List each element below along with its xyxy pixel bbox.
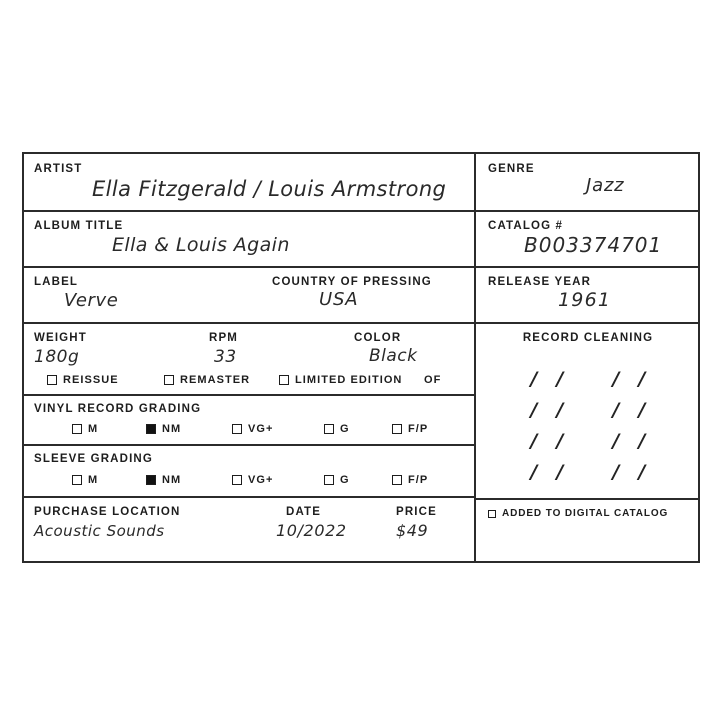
catalog-number-label: CATALOG # — [488, 220, 564, 232]
form-right-column — [476, 154, 700, 561]
vinyl-grade-nm[interactable] — [146, 423, 181, 435]
added-to-digital-catalog-label: ADDED TO DIGITAL CATALOG — [502, 508, 669, 519]
limited-edition-of-label: OF — [424, 374, 442, 386]
field-row-purchase — [24, 498, 474, 557]
tally-mark: / — [638, 430, 646, 452]
tally-mark: / — [612, 461, 620, 483]
tally-group — [521, 401, 573, 420]
country-of-pressing-value[interactable]: USA — [319, 289, 359, 310]
artist-value[interactable]: Ella Fitzgerald / Louis Armstrong — [92, 177, 447, 201]
album-title-label: ALBUM TITLE — [34, 220, 124, 232]
tally-group — [521, 463, 573, 482]
purchase-location-label: PURCHASE LOCATION — [34, 506, 181, 518]
field-row-record-cleaning — [476, 324, 700, 500]
purchase-price-label: PRICE — [396, 506, 437, 518]
tally-mark: / — [530, 461, 538, 483]
color-label: COLOR — [354, 332, 402, 344]
tally-mark: / — [556, 399, 564, 421]
catalog-number-value[interactable]: B003374701 — [524, 233, 663, 257]
vinyl-grade-g[interactable] — [324, 423, 350, 435]
purchase-price-value[interactable]: $49 — [396, 521, 429, 540]
added-to-digital-catalog-checkbox-box[interactable] — [488, 510, 496, 518]
rpm-label: RPM — [209, 332, 239, 344]
vinyl-grade-m[interactable] — [72, 423, 98, 435]
label-label: LABEL — [34, 276, 79, 288]
tally-mark: / — [556, 430, 564, 452]
checkbox-added-to-digital-catalog[interactable] — [488, 508, 668, 519]
field-row-vinyl-grading — [24, 396, 474, 446]
reissue-checkbox-box[interactable] — [47, 375, 57, 385]
reissue-label: REISSUE — [63, 374, 119, 386]
vinyl-grade-nm-label: NM — [162, 423, 182, 435]
checkbox-reissue[interactable] — [47, 374, 119, 386]
sleeve-grade-g-label: G — [340, 474, 350, 486]
remaster-checkbox-box[interactable] — [164, 375, 174, 385]
purchase-location-value[interactable]: Acoustic Sounds — [34, 522, 165, 540]
tally-group — [603, 432, 655, 451]
sleeve-grade-nm-box[interactable] — [146, 475, 156, 485]
vinyl-grade-fp[interactable] — [392, 423, 428, 435]
tally-row[interactable] — [476, 426, 700, 457]
vinyl-grade-g-label: G — [340, 423, 350, 435]
sleeve-grade-fp-box[interactable] — [392, 475, 402, 485]
vinyl-record-form-card — [22, 152, 700, 563]
vinyl-grade-g-box[interactable] — [324, 424, 334, 434]
vinyl-grade-fp-box[interactable] — [392, 424, 402, 434]
country-of-pressing-label: COUNTRY OF PRESSING — [272, 276, 432, 288]
remaster-label: REMASTER — [180, 374, 251, 386]
sleeve-grade-m-box[interactable] — [72, 475, 82, 485]
tally-group — [521, 370, 573, 389]
tally-mark: / — [612, 430, 620, 452]
vinyl-grade-m-label: M — [88, 423, 99, 435]
tally-group — [521, 432, 573, 451]
vinyl-grade-nm-box[interactable] — [146, 424, 156, 434]
artist-label: ARTIST — [34, 163, 83, 175]
sleeve-grade-g-box[interactable] — [324, 475, 334, 485]
field-row-catalog — [476, 212, 700, 268]
limited-edition-checkbox-box[interactable] — [279, 375, 289, 385]
record-cleaning-tally-grid[interactable] — [476, 364, 700, 488]
vinyl-grade-vgplus-box[interactable] — [232, 424, 242, 434]
checkbox-remaster[interactable] — [164, 374, 250, 386]
tally-mark: / — [556, 368, 564, 390]
genre-label: GENRE — [488, 163, 535, 175]
sleeve-grade-vgplus-label: VG+ — [248, 474, 274, 486]
limited-edition-label: LIMITED EDITION — [295, 374, 403, 386]
vinyl-grade-vgplus[interactable] — [232, 423, 273, 435]
label-value[interactable]: Verve — [64, 290, 119, 311]
tally-group — [603, 370, 655, 389]
tally-row[interactable] — [476, 364, 700, 395]
tally-mark: / — [638, 461, 646, 483]
tally-row[interactable] — [476, 457, 700, 488]
rpm-value[interactable]: 33 — [214, 347, 237, 367]
vinyl-grade-vgplus-label: VG+ — [248, 423, 274, 435]
field-row-genre — [476, 154, 700, 212]
sleeve-grade-vgplus-box[interactable] — [232, 475, 242, 485]
vinyl-grade-m-box[interactable] — [72, 424, 82, 434]
field-row-artist — [24, 154, 474, 212]
sleeve-grade-nm[interactable] — [146, 474, 181, 486]
sleeve-grade-fp-label: F/P — [408, 474, 429, 486]
album-title-value[interactable]: Ella & Louis Again — [112, 234, 290, 256]
sleeve-grade-vgplus[interactable] — [232, 474, 273, 486]
release-year-label: RELEASE YEAR — [488, 276, 592, 288]
vinyl-grading-label: VINYL RECORD GRADING — [34, 403, 202, 415]
field-row-weight-rpm-color — [24, 324, 474, 396]
sleeve-grade-m[interactable] — [72, 474, 98, 486]
field-row-label-country — [24, 268, 474, 324]
tally-mark: / — [638, 399, 646, 421]
sleeve-grade-fp[interactable] — [392, 474, 428, 486]
form-left-column — [24, 154, 476, 561]
release-year-value[interactable]: 1961 — [558, 289, 612, 311]
tally-mark: / — [638, 368, 646, 390]
tally-mark: / — [530, 430, 538, 452]
tally-mark: / — [612, 368, 620, 390]
genre-value[interactable]: Jazz — [586, 175, 625, 196]
field-row-digital-catalog — [476, 500, 700, 559]
field-row-album-title — [24, 212, 474, 268]
sleeve-grade-nm-label: NM — [162, 474, 182, 486]
record-cleaning-label: RECORD CLEANING — [522, 332, 654, 344]
tally-mark: / — [530, 399, 538, 421]
weight-value[interactable]: 180g — [34, 347, 80, 367]
tally-mark: / — [556, 461, 564, 483]
field-row-release-year — [476, 268, 700, 324]
field-row-sleeve-grading — [24, 446, 474, 498]
color-value[interactable]: Black — [369, 346, 418, 366]
sleeve-grade-g[interactable] — [324, 474, 350, 486]
vinyl-grade-fp-label: F/P — [408, 423, 429, 435]
tally-row[interactable] — [476, 395, 700, 426]
tally-mark: / — [530, 368, 538, 390]
sleeve-grade-m-label: M — [88, 474, 99, 486]
purchase-date-label: DATE — [286, 506, 322, 518]
purchase-date-value[interactable]: 10/2022 — [276, 521, 347, 540]
tally-group — [603, 401, 655, 420]
sleeve-grading-label: SLEEVE GRADING — [34, 453, 153, 465]
checkbox-limited-edition[interactable] — [279, 374, 402, 386]
tally-mark: / — [612, 399, 620, 421]
weight-label: WEIGHT — [34, 332, 87, 344]
tally-group — [603, 463, 655, 482]
